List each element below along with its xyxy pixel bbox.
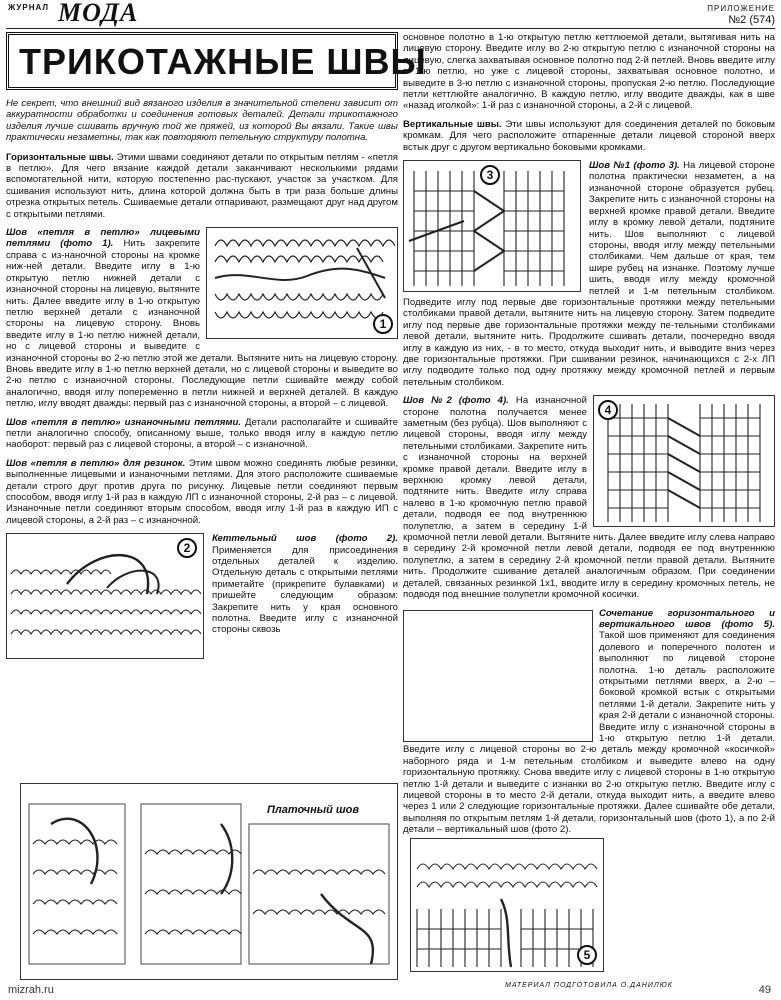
- seam-face-text: Нить закрепите справа с из-наночной стороны на кромке ниж-ней детали. Введите иглу в 1-ю открытую петлю нижней детали с изнаночной стороны на лицевую, вытяните нить. Далее введите иглу в 1-ю открытую петлю верхней детали с изнаночной стороны на лицевую сторону. Вновь введите иглу в 1-ю петлю нижней детали, но с лицевой стороны и выведите с изнаночной стороны во 2-ю петлю этой же детали. Вытяните нить на лицевую сторону. Вновь введите иглу в 1-ю петлю верхней детали, но с лицевой стороны и выведите во 2-ю петлю с изнаночной стороны. Последующие петли сшивайте между собой аналогично, вводя иглу попеременно в петли нижней и верхней деталей. В каждую петлю, иглу вводят дважды: первый раз с изнаночной стороны, а второй – с лицевой.: [6, 238, 398, 410]
- title-box: [6, 32, 427, 90]
- photo-5: [403, 610, 593, 742]
- intro-paragraph: Не секрет, что внешний вид вязаного изделия в значительной степени зависит от аккуратности обработки и соединения готовых деталей. Детали трикотажного изделия лучше сшивать вручную той же пряжей, из которой Вы вязали. Такие швы практически незаметны, так как повторяют петельную структуру полотна.: [6, 98, 398, 144]
- seam1-heading: Шов №1 (фото 3).: [589, 160, 680, 172]
- site-watermark: mizrah.ru: [8, 984, 54, 996]
- credit-line: МАТЕРИАЛ ПОДГОТОВИЛА О.ДАНИЛЮК: [505, 982, 673, 989]
- vertical-heading: Вертикальные швы.: [403, 118, 502, 130]
- photo-badge-2: 2: [177, 538, 197, 558]
- seam2-section: [403, 395, 775, 600]
- photo-badge-1: 1: [373, 314, 393, 334]
- vertical-text: Эти швы используют для соединения деталей по боковым кромкам. Для чего расположите отпаренные детали лицевой стороной вверх встык друг с другом вертикально боковыми кромками.: [403, 118, 775, 153]
- photo-1: [206, 227, 398, 339]
- platochny-caption: Платочный шов: [267, 804, 360, 816]
- vertical-section: [403, 119, 775, 153]
- photo-4: [593, 395, 775, 527]
- combo-text: Такой шов применяют для соединения долевого и поперечного полотен и выполняют по лицевой стороне полотна. 1-ю деталь расположите открытыми петлями вверх, а 2-ю – боковой кромкой встык с открытыми петлями 1-й детали. Закрепите нить у края 2-й детали с изнаночной стороны. Введите иглу с изнаночной стороны в 1-ю открытую петлю 1-й детали. Введите иглу с лицевой стороны во 2-ю деталь между кромочной «косичкой» наборного ряда и 1-м петельным столбиком и выведите влево на одну горизонтальную протяжку. Снова введите иглу с лицевой стороны в 1-ю открытую петлю 1-й детали и выведите с изнанки во 2-ю открытую петлю. Введите иглу с лицевой стороны в то место 2-й детали, откуда выходит нить, а введите влево через 1 или 2 следующие горизонтальные протяжки. Далее сшивайте обе детали, выполняя по открытым петлям 1-й детали, горизонтальный шов (фото 1), а по 2-й детали – вертикальный шов (фото 2).: [403, 630, 775, 836]
- seam-face-heading: Шов «петля в петлю» лицевыми петлями (фото 1).: [6, 227, 200, 250]
- photo-3: [403, 160, 581, 292]
- horizontal-text: Этими швами соединяют детали по открытым петлям - «петля в петлю». Для чего вязание каждой детали заканчивают несколькими рядами вспомогательной нити, которую постепенно рас-пускают, участок за участком. Для сшивания используют нить, длина которой должна быть в три раза больше длины отрезка открытых петель. Сшиваемые детали отпаривают, размещают друг над другом с открытыми петлями.: [6, 151, 398, 220]
- seam2-text: На изнаночной стороне полотна получается менее заметным (без рубца). Шов выполняют с лицевой стороны, вводя иглу между петельными столбиками. Закрепите нить с изнаночной стороны на верхней кромке правой детали. Введите иглу в верхнюю кромку левой детали, подтяните нить. Введите иглу справа налево в 1-ю кромочную петлю правой детали, подводя ее под внутреннюю полупетлю, а затем в середину 1-й кромочной петли левой детали. Вытяните нить. Далее введите иглу слева направо в середину 2-й кромочной петли левой детали, подводя ее под внутреннюю полупетлю, а затем в середину 2-й кромочной петли правой детали. Вытяните нить. Продолжите сшивание деталей аналогичным образом. При соединении деталей, связанных резинкой 1х1, вводите иглу в середину кромочных петель, не подводя под внешние полупетли кромочной косички.: [403, 395, 775, 601]
- journal-label: ЖУРНАЛ: [8, 3, 50, 12]
- page-number: 49: [758, 984, 771, 996]
- combo-heading: Сочетание горизонтального и вертикального швов (фото 5).: [599, 607, 775, 630]
- seam-purl-section: [6, 417, 398, 451]
- knit-illustration-1: [207, 228, 397, 338]
- photo-badge-5: 5: [577, 945, 597, 965]
- kettel-text: Применяется для присоединения отдельных деталей к изделию. Отдельную деталь с открытыми петлями приметайте (прикрепите булавками) и пришейте следующим образом: Закрепите нить у края основного полотна. Введите иглу с изнаночной стороны сквозь: [212, 544, 398, 636]
- kettel-continued: основное полотно в 1-ю открытую петлю кеттлюемой детали, вытягивая нить на лицевую сторону. Введите иглу во 2-ю открытую петлю с изнаночной стороны на лицевую, слегка захватывая основное полотно под 2-й петлей. Вновь введите иглу в 1-ю петлю, но уже с лицевой стороны, захватывая основное полотно, и выведите в 3-ю петлю с изнаночной стороны, пропуская 2-ю петлю. Последующие петли кеттлюйте аналогично. В каждую петлю, иглу вводите дважды, как в шве «назад иголкой»: 1-й раз с изнаночной стороны, а 2-й с лицевой.: [403, 32, 775, 112]
- photo-5-art: [410, 838, 604, 972]
- combo-section: [403, 608, 775, 836]
- supplement-label: ПРИЛОЖЕНИЕ: [707, 4, 775, 13]
- seam-purl-text: Детали располагайте и сшивайте петли аналогично способу, описанному выше, только вводя иглу в каждую петлю наоборот: первый раз с лицевой стороны, а второй – с изнаночной.: [6, 416, 398, 451]
- right-column: [403, 32, 775, 843]
- issue-header: [707, 4, 775, 26]
- seam-rib-text: Этим швом можно соединять любые резинки, выполненные лицевыми и изнаночными петлями. Для этого расположите сшиваемые детали строго друг против друга по рисунку. Лицевые петли соединяют первым способом, вводя иглу 1-й раз в каждую ЛП с изнаночной стороны, 2-й раз – с лицевой. Изнаночные петли соединяют вторым способом, вводя иглу 1-й раз в каждую ИП с лицевой стороны, а 2-й раз – с изнаночной.: [6, 457, 398, 526]
- horizontal-section: [6, 152, 398, 220]
- journal-logo: МОДА: [58, 0, 139, 27]
- platochny-illustration: [20, 783, 398, 980]
- left-column: [6, 32, 427, 663]
- seam1-text: На лицевой стороне полотна практически незаметен, а на изнаночной стороне образуется рубец. Закрепите нить с изнаночной стороны на верхней кромке правой детали. Введите иглу в кромку левой детали, подтяните нить. Шов выполняют с лицевой стороны, вводя иглу между петельными столбиками. Чем дальше от края, тем шире рубец на изнанке. Поэтому лучше шить, вводя иглу между кромочной петлей и 1-м петельным столбиком. Подведите иглу под первые две горизонтальные протяжки между петельными столбиками правой детали, вытяните нить на лицевую сторону. Затем подведите иглу под первые две горизонтальные протяжки между пе-тельными столбиками левой детали, вытяните нить. Продолжите сшивать детали, поочередно вводя иглу в каждую из них, - в то место, откуда выходит нить, и выводите вниз через две горизонтальные протяжки. При сшивании резинок, начинающихся с 2-х ЛП иглу подводите только под одну протяжку между кромочной петлей и первым петельным столбиком.: [403, 160, 775, 388]
- seam-rib-heading: Шов «петля в петлю» для резинок.: [6, 457, 186, 469]
- issue-number: №2 (574): [728, 14, 775, 26]
- seam2-heading: Шов №2 (фото 4).: [403, 395, 509, 407]
- seam-face-section: [6, 227, 398, 410]
- seam-purl-heading: Шов «петля в петлю» изнаночными петлями.: [6, 416, 242, 428]
- knit-illustration-2: [7, 534, 203, 658]
- kettel-section: [6, 533, 398, 636]
- photo-badge-3: 3: [480, 165, 500, 185]
- seam-rib-section: [6, 458, 398, 526]
- knit-illustration-4: [594, 396, 774, 526]
- photo-2: [6, 533, 204, 659]
- page-title: ТРИКОТАЖНЫЕ ШВЫ: [19, 41, 427, 82]
- header-rule: [6, 28, 775, 29]
- kettel-heading: Кеттельный шов (фото 2).: [212, 533, 398, 545]
- photo-badge-4: 4: [598, 400, 618, 420]
- horizontal-heading: Горизонтальные швы.: [6, 151, 114, 163]
- seam1-section: [403, 160, 775, 388]
- journal-header: [6, 2, 206, 28]
- knit-illustration-5: [411, 839, 603, 971]
